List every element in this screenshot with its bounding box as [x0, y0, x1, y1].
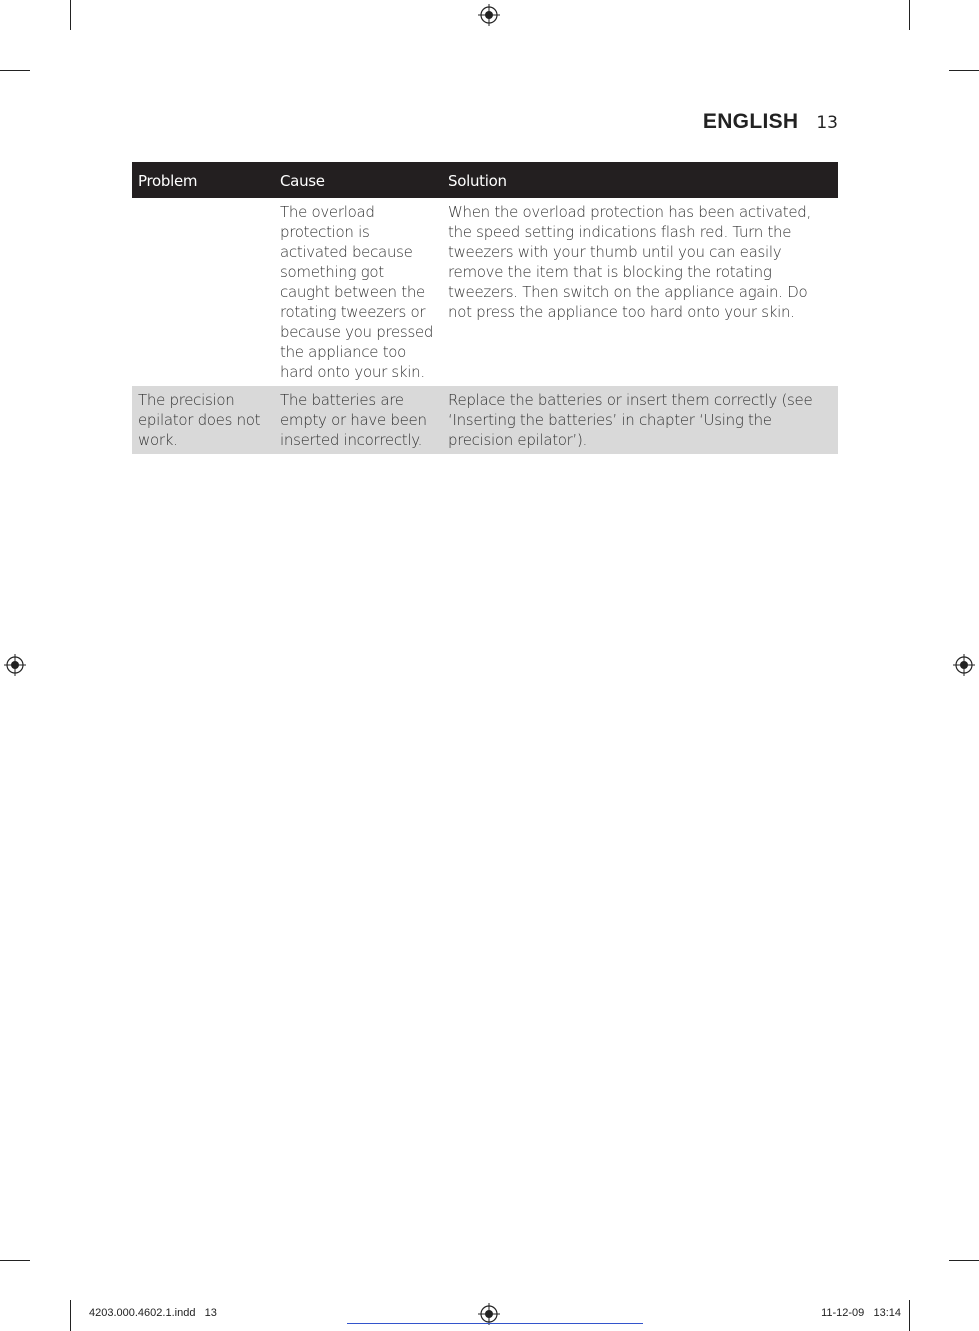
cause-cell: The overload protection is activated because something got caught between the rotating tweezers or because you pressed the appliance too hard onto your skin. [280, 203, 434, 381]
language-label: ENGLISH [702, 110, 799, 133]
crop-mark [70, 0, 71, 30]
crop-mark [0, 1260, 30, 1261]
problem-cell: The precision epilator does not work. [132, 386, 274, 454]
date-time: 11-12-09 13:14 [821, 1307, 901, 1319]
running-header [703, 110, 838, 134]
file-info: 4203.000.4602.1.indd 13 [89, 1307, 217, 1319]
registration-mark-icon [478, 4, 500, 26]
registration-mark-icon [4, 654, 26, 676]
crop-mark [949, 70, 979, 71]
crop-mark [949, 1260, 979, 1261]
table-header-row [132, 162, 838, 198]
registration-mark-icon [478, 1303, 500, 1325]
table-row [132, 386, 838, 454]
crop-mark [70, 1300, 71, 1331]
troubleshooting-table [132, 162, 838, 454]
page-number: 13 [816, 113, 838, 133]
solution-cell: When the overload protection has been activated, the speed setting indications flash red. Turn the tweezers with your thumb until you can easily remove the item that is blocking the rotating tweezers. Then switch on the appliance again. Do not press the appliance too hard onto your skin. [448, 203, 811, 321]
slug-divider [347, 1323, 643, 1324]
column-header-problem: Problem [132, 162, 274, 198]
crop-mark [909, 0, 910, 30]
table-row [132, 198, 838, 386]
crop-mark [0, 70, 30, 71]
column-header-solution: Solution [442, 162, 838, 198]
solution-cell: Replace the batteries or insert them correctly (see ‘Inserting the batteries’ in chapter ‘Using the precision epilator’). [442, 386, 838, 454]
column-header-cause: Cause [274, 162, 442, 198]
registration-mark-icon [953, 654, 975, 676]
cause-cell: The batteries are empty or have been inserted incorrectly. [274, 386, 442, 454]
crop-mark [909, 1300, 910, 1331]
problem-cell [132, 198, 274, 386]
